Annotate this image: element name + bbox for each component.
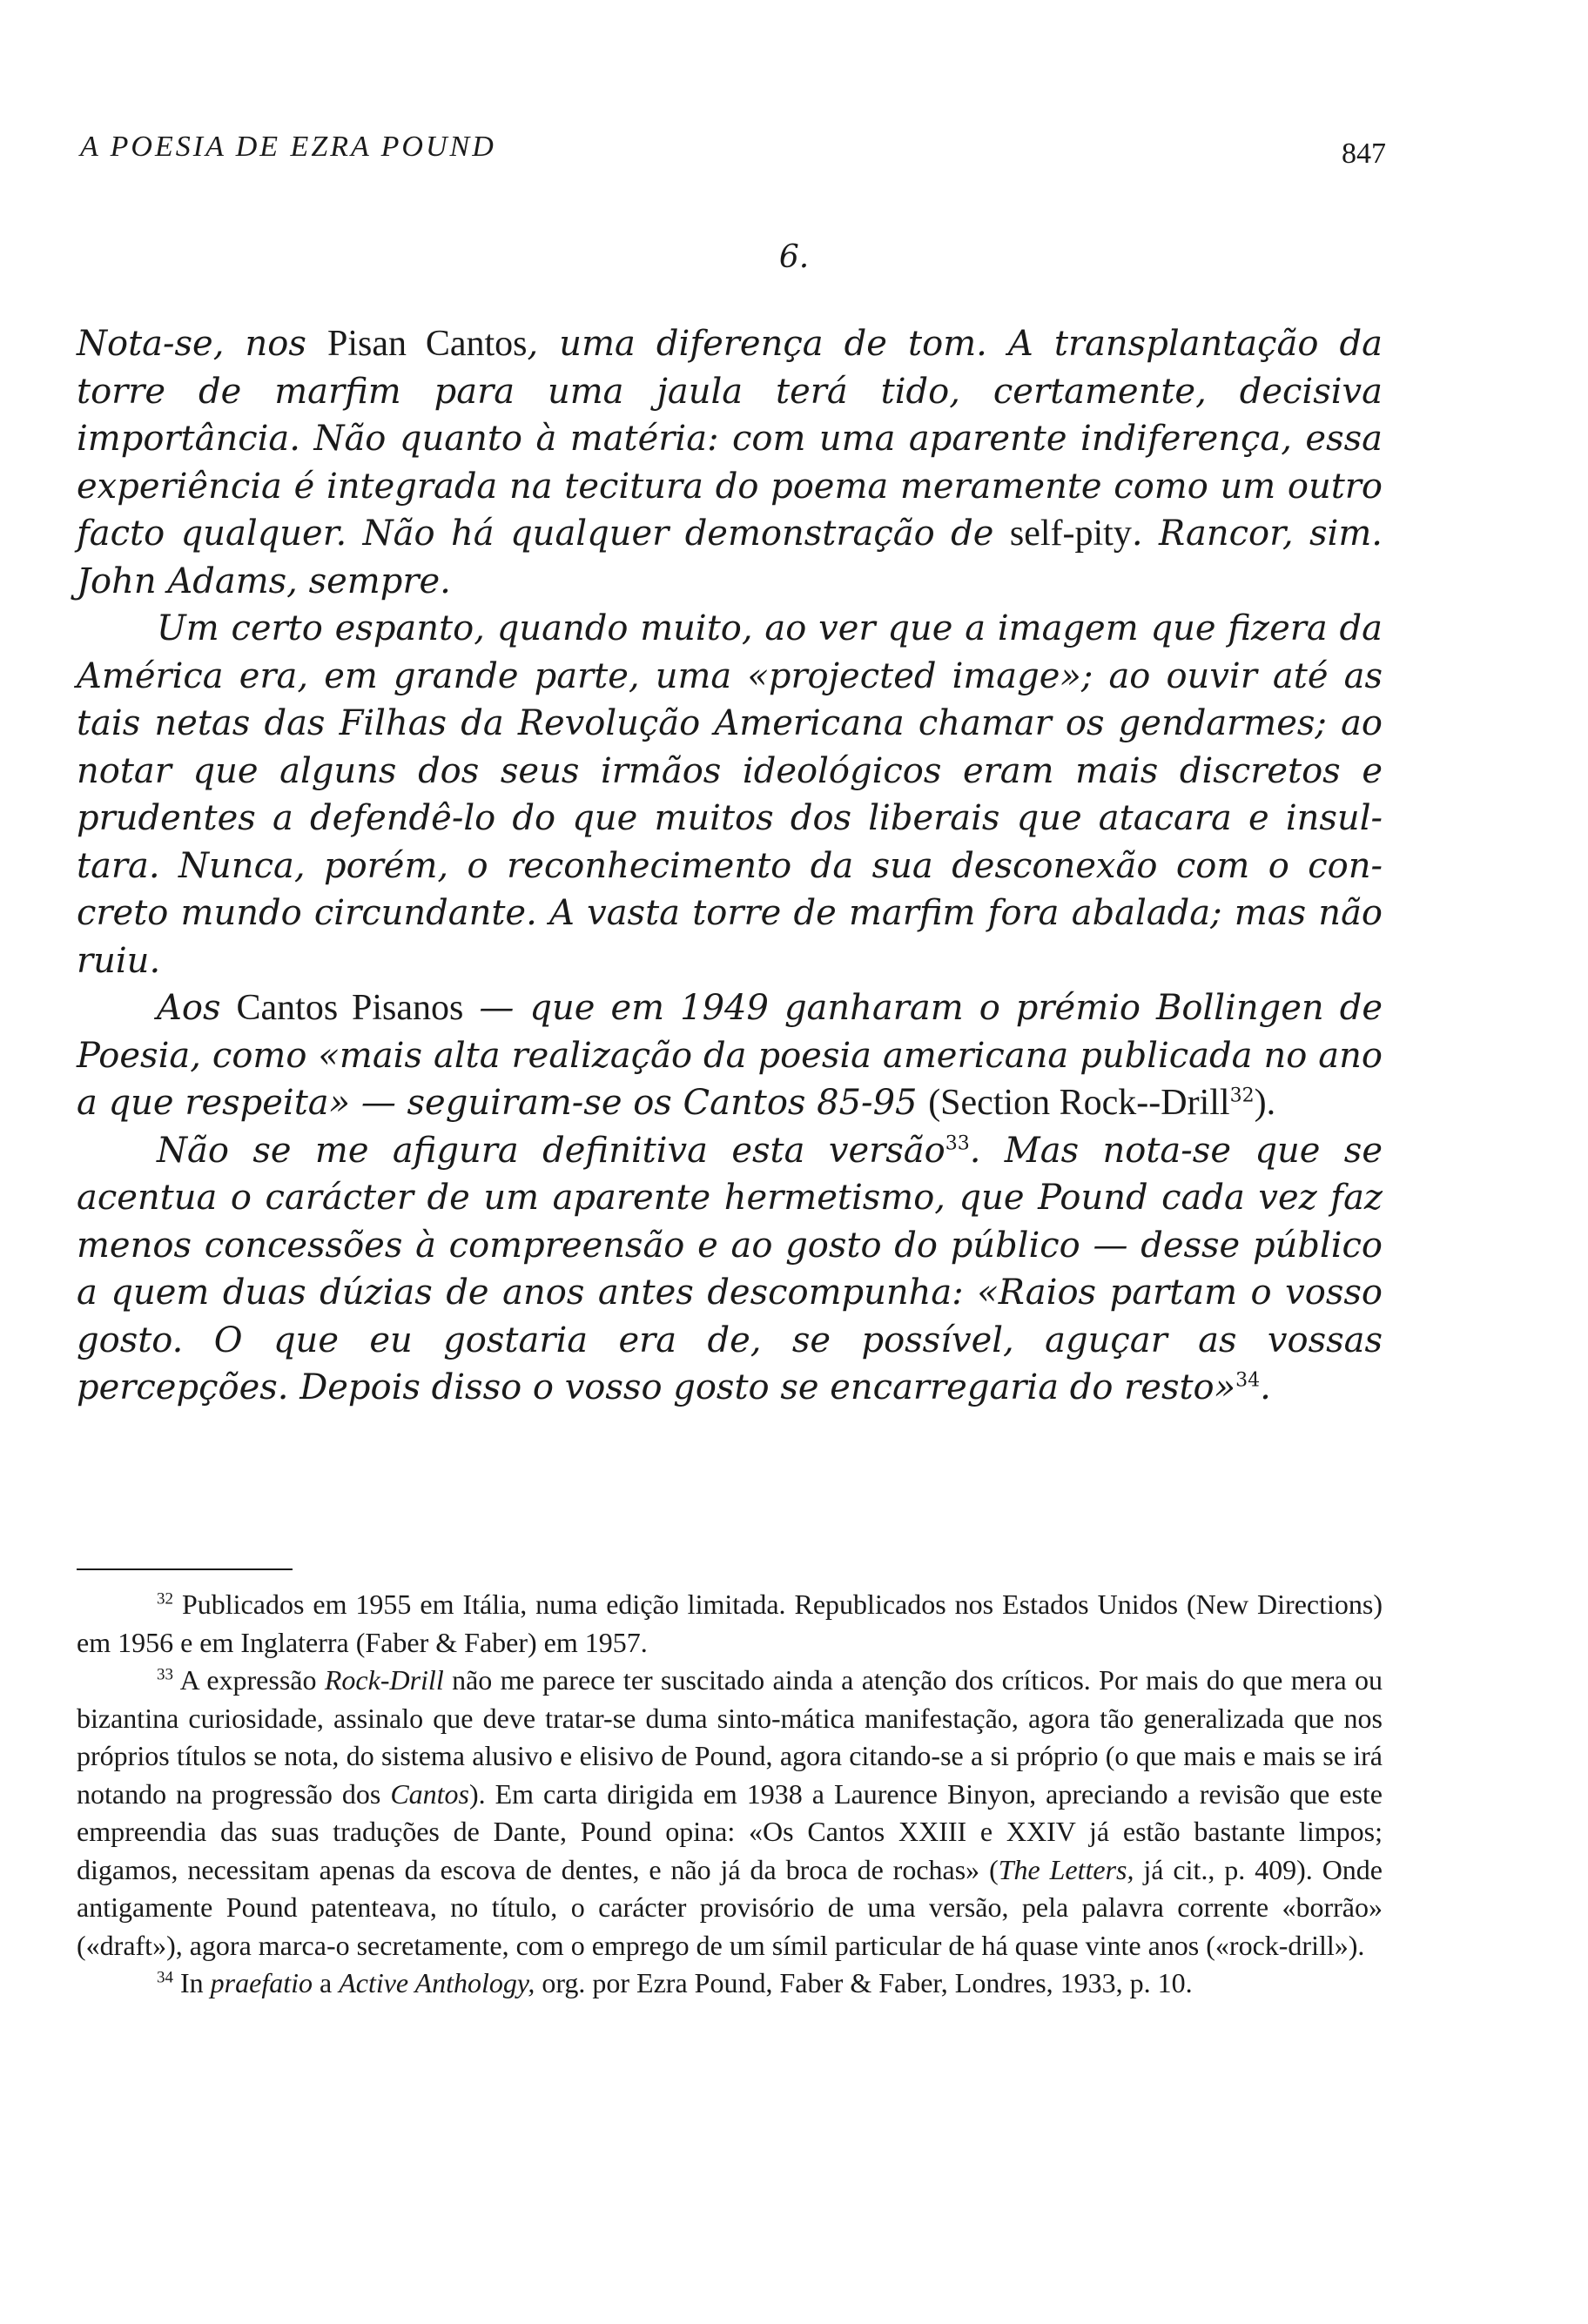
footnote-ref-32[interactable]: 32 xyxy=(1229,1085,1255,1107)
footnote-ref-33[interactable]: 33 xyxy=(945,1132,970,1155)
body-text xyxy=(77,320,1383,1412)
paragraph-3: Aos Cantos Pisanos — que em 1949 ganharam o prémio Bollingen de Poesia, como «mais alta realização da poesia americana publicada no ano a que respeita» — seguiram-se os Cantos 85-95 (Section Rock--Drill$^{32}$). xyxy=(77,988,1383,1123)
footnote-separator xyxy=(77,1568,293,1570)
paragraph-2: Um certo espanto, quando muito, ao ver que a imagem que fizera da América era, em grande parte, uma «projected image»; ao ouvir até as tais netas das Filhas da Revolução Americana chamar os gendarmes; ao notar que alguns dos seus irmãos ideológicos eram mais discretos e prudentes a defendê-lo do que muitos dos liberais que atacara e insul-tara. Nunca, porém, o reconhecimento da sua desconexão com o con-creto mundo circundante. A vasta torre de marfim fora abalada; mas não ruiu. xyxy=(77,608,1383,981)
paragraph-1: Nota-se, nos Pisan Cantos, uma diferença de tom. A transplantação da torre de marfim para uma jaula terá tido, certamente, decisiva importância. Não quanto à matéria: com uma aparente indiferença, essa experiência é integrada na tecitura do poema meramente como um outro facto qualquer. Não há qualquer demonstração de self-pity. Rancor, sim. John Adams, sempre. xyxy=(77,324,1383,601)
running-title: A POESIA DE EZRA POUND xyxy=(80,131,496,163)
paragraph-4: Não se me afigura definitiva esta versão$^{33}$. Mas nota-se que se acentua o carácter de um aparente hermetismo, que Pound cada vez faz menos concessões à compreensão e ao gosto do público — desse público a quem duas dúzias de anos antes descompunha: «Raios partam o vosso gosto. O que eu gostaria era de, se possível, aguçar as vossas percepções. Depois disso o vosso gosto se encarregaria do resto»$^{34}$. xyxy=(77,1130,1383,1407)
footnote-33: $^{33}$ A expressão Rock-Drill não me parece ter suscitado ainda a atenção dos críticos. Por mais do que mera ou bizantina curiosidade, assinalo que deve tratar-se duma sinto-mática manifestação, agora tão generalizada que nos próprios títulos se nota, do sistema alusivo e elisivo de Pound, agora citando-se a si próprio (o que mais e mais se irá notando na progressão dos Cantos). Em carta dirigida em 1938 a Laurence Binyon, apreciando a revisão que este empreendia das suas traduções de Dante, Pound opina: «Os Cantos XXIII e XXIV já estão bastante limpos; digamos, necessitam apenas da escova de dentes, e não já da broca de rochas» (The Letters, já cit., p. 409). Onde antigamente Pound patenteava, no título, o carácter provisório de uma versão, pela palavra corrente «borrão» («draft»), agora marca-o secretamente, com o emprego de um símil particular de há quase vinte anos («rock-drill»). xyxy=(77,1664,1383,1961)
section-number: 6. xyxy=(778,239,810,275)
footnote-32: $^{32}$ Publicados em 1955 em Itália, numa edição limitada. Republicados nos Estados Unidos (New Directions) em 1956 e em Inglaterra (Faber & Faber) em 1957. xyxy=(77,1589,1383,1658)
footnotes xyxy=(77,1586,1383,2003)
footnote-ref-34[interactable]: 34 xyxy=(1235,1369,1261,1392)
page-number: 847 xyxy=(1342,138,1386,170)
footnote-34: $^{34}$ In praefatio a Active Anthology, org. por Ezra Pound, Faber & Faber, Londres, 1933, p. 10. xyxy=(157,1967,1193,1998)
